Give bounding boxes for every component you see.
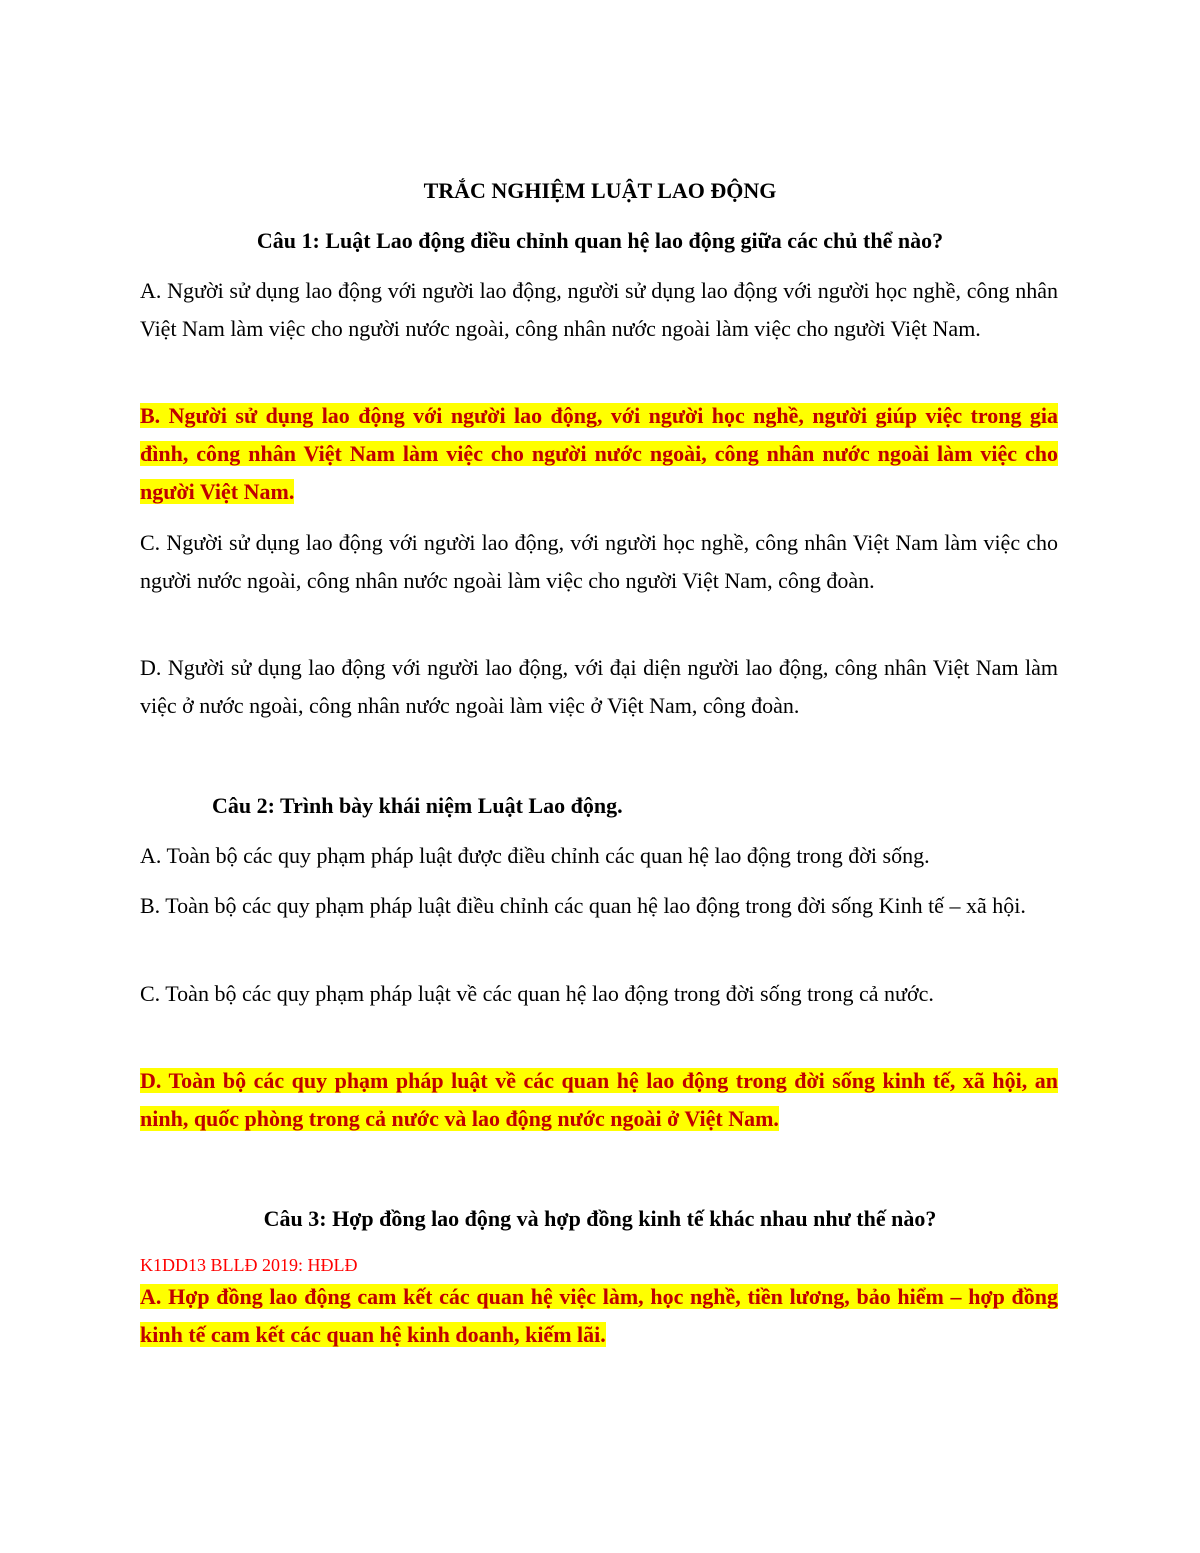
answer-highlight: A. Hợp đồng lao động cam kết các quan hệ việc làm, học nghề, tiền lương, bảo hiểm – hợp đồng kinh tế cam kết các quan hệ kinh doanh, kiếm lãi. <box>140 1284 1058 1347</box>
question-1-option-b-correct <box>140 397 1058 511</box>
question-3-option-a-correct <box>140 1278 1058 1354</box>
answer-highlight: D. Toàn bộ các quy phạm pháp luật về các quan hệ lao động trong đời sống kinh tế, xã hội, an ninh, quốc phòng trong cả nước và lao động nước ngoài ở Việt Nam. <box>140 1068 1058 1131</box>
question-2-option-d-correct <box>140 1062 1058 1138</box>
document-title: TRẮC NGHIỆM LUẬT LAO ĐỘNG <box>423 178 777 203</box>
question-1-option-a: A. Người sử dụng lao động với người lao động, người sử dụng lao động với người học nghề, công nhân Việt Nam làm việc cho người nước ngoài, công nhân nước ngoài làm việc cho người Việt Nam. <box>140 278 1058 341</box>
question-2-text: Câu 2: Trình bày khái niệm Luật Lao động. <box>212 793 623 818</box>
question-3-text: Câu 3: Hợp đồng lao động và hợp đồng kinh tế khác nhau như thế nào? <box>263 1206 937 1231</box>
answer-highlight: B. Người sử dụng lao động với người lao động, với người học nghề, người giúp việc trong gia đình, công nhân Việt Nam làm việc cho người nước ngoài, công nhân nước ngoài làm việc cho người Việt Nam. <box>140 403 1058 504</box>
question-2-option-b: B. Toàn bộ các quy phạm pháp luật điều chỉnh các quan hệ lao động trong đời sống Kinh tế – xã hội. <box>140 893 1026 918</box>
question-3-note: K1DD13 BLLĐ 2019: HĐLĐ <box>140 1255 358 1275</box>
question-2-option-a: A. Toàn bộ các quy phạm pháp luật được điều chỉnh các quan hệ lao động trong đời sống. <box>140 843 930 868</box>
question-1-option-c: C. Người sử dụng lao động với người lao động, với người học nghề, công nhân Việt Nam làm việc cho người nước ngoài, công nhân nước ngoài làm việc cho người Việt Nam, công đoàn. <box>140 530 1058 593</box>
question-2-option-c: C. Toàn bộ các quy phạm pháp luật về các quan hệ lao động trong đời sống trong cả nước. <box>140 981 934 1006</box>
question-1-option-d: D. Người sử dụng lao động với người lao động, với đại diện người lao động, công nhân Việt Nam làm việc ở nước ngoài, công nhân nước ngoài làm việc ở Việt Nam, công đoàn. <box>140 655 1058 718</box>
question-1-text: Câu 1: Luật Lao động điều chỉnh quan hệ lao động giữa các chủ thể nào? <box>256 228 944 253</box>
